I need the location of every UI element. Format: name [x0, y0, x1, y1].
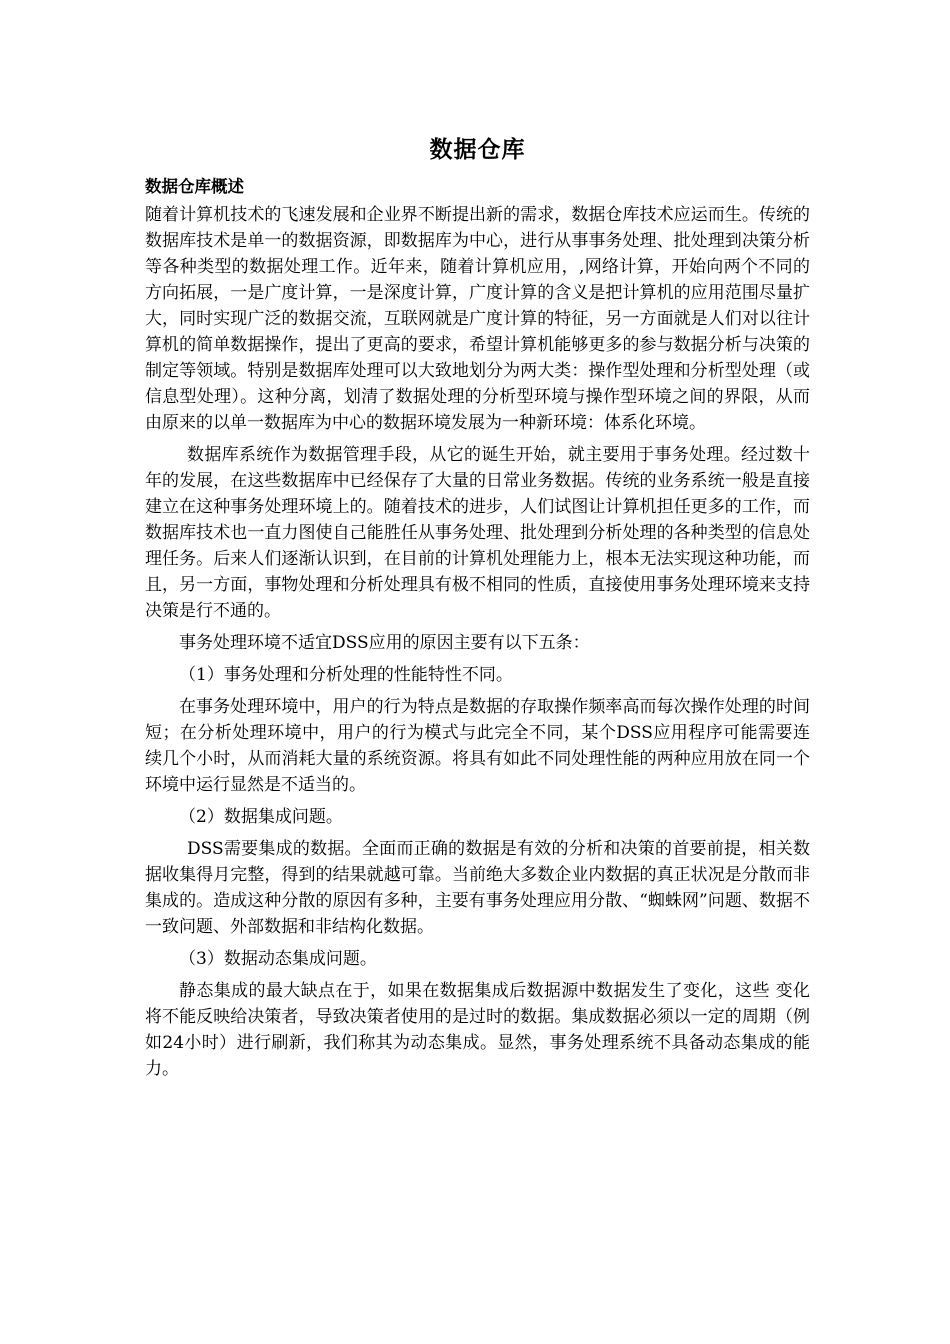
paragraph-overview: 随着计算机技术的飞速发展和企业界不断提出新的需求，数据仓库技术应运而生。传统的数据库技术是单一的数据资源，即数据库为中心，进行从事事务处理、批处理到决策分析等各种类型的数据处理工作。近年来，随着计算机应用，,网络计算，开始向两个不同的方向拓展，一是广度计算，一是深度计算，广度计算的含义是把计算机的应用范围尽量扩大，同时实现广泛的数据交流，互联网就是广度计算的特征，另一方面就是人们对以往计算机的简单数据操作，提出了更高的要求，希望计算机能够更多的参与数据分析与决策的制定等领域。特别是数据库处理可以大致地划分为两大类：操作型处理和分析型处理（或信息型处理）。这种分离，划清了数据处理的分析型环境与操作型环境之间的界限，从而由原来的以单一数据库为中心的数据环境发展为一种新环境：体系化环境。	[145, 205, 810, 433]
paragraph-dynamic-detail: 静态集成的最大缺点在于，如果在数据集成后数据源中数据发生了变化，这些 变化将不能反映给决策者，导致决策者使用的是过时的数据。集成数据必须以一定的周期（例如24小时）进行刷新，我们称其为动态集成。显然，事务处理系统不具备动态集成的能力。	[145, 981, 810, 1079]
document-title: 数据仓库	[429, 137, 526, 163]
paragraph-database-systems: 数据库系统作为数据管理手段，从它的诞生开始，就主要用于事务处理。经过数十年的发展，在这些数据库中已经保存了大量的日常业务数据。传统的业务系统一般是直接建立在这种事务处理环境上的。随着技术的进步，人们试图让计算机担任更多的工作，而数据库技术也一直力图使自己能胜任从事务处理、批处理到分析处理的各种类型的信息处理任务。后来人们逐渐认识到，在目前的计算机处理能力上，根本无法实现这种功能，而且，另一方面，事物处理和分析处理具有极不相同的性质，直接使用事务处理环境来支持决策是行不通的。	[145, 445, 810, 621]
list-item-dynamic-integration: （3）数据动态集成问题。	[179, 949, 377, 969]
list-item-data-integration: （2）数据集成问题。	[179, 807, 343, 827]
section-heading: 数据仓库概述	[145, 177, 244, 196]
document-page	[145, 132, 810, 1088]
paragraph-performance-detail: 在事务处理环境中，用户的行为特点是数据的存取操作频率高而每次操作处理的时间短；在分析处理环境中，用户的行为模式与此完全不同，某个DSS应用程序可能需要连续几个小时，从而消耗大量的系统资源。将具有如此不同处理性能的两种应用放在同一个环境中运行显然是不适当的。	[145, 697, 810, 795]
paragraph-integration-detail: DSS需要集成的数据。全面而正确的数据是有效的分析和决策的首要前提，相关数据收集得月完整，得到的结果就越可靠。当前绝大多数企业内数据的真正状况是分散而非集成的。造成这种分散的原因有多种，主要有事务处理应用分散、“蜘蛛网”问题、数据不一致问题、外部数据和非结构化数据。	[145, 839, 810, 937]
paragraph-dss-reasons-intro: 事务处理环境不适宜DSS应用的原因主要有以下五条：	[179, 633, 590, 653]
list-item-performance: （1）事务处理和分析处理的性能特性不同。	[179, 665, 513, 685]
